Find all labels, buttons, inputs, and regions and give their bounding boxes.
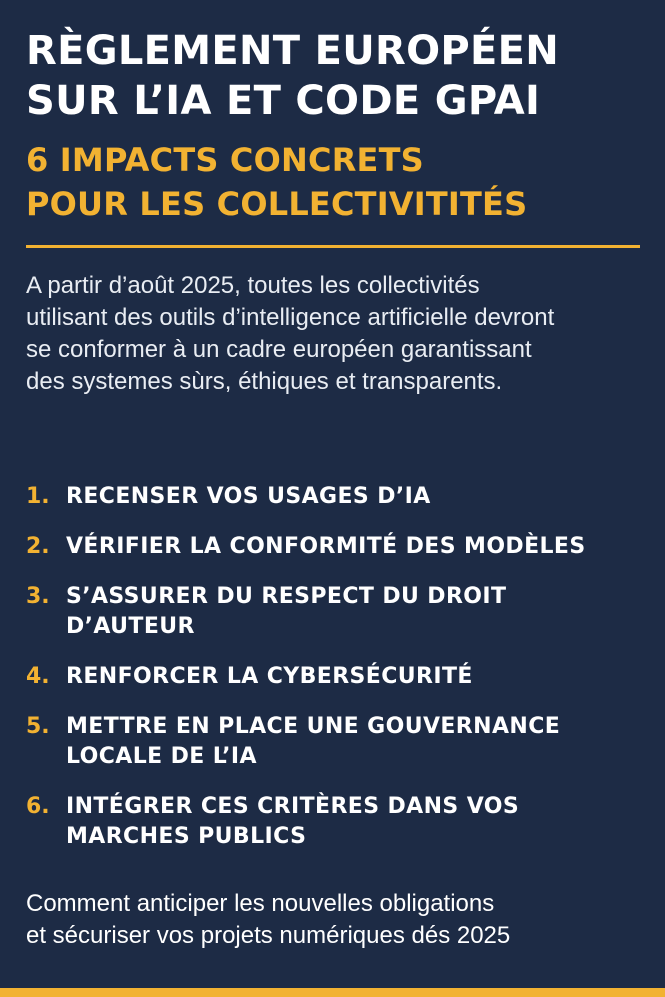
list-item — [26, 712, 641, 772]
footer-line: et sécuriser vos projets numériques dés 2025 — [26, 922, 511, 949]
impacts-list — [26, 482, 641, 872]
impact-label-line: VÉRIFIER LA CONFORMITÉ DES MODÈLES — [66, 534, 586, 559]
list-item — [26, 482, 641, 512]
impact-label-line: INTÉGRER CES CRITÈRES DANS VOS — [66, 794, 520, 819]
impact-number: 6. — [26, 794, 50, 819]
title-line: SUR L’IA ET CODE GPAI — [26, 78, 541, 124]
impact-label-line: METTRE EN PLACE UNE GOUVERNANCE — [66, 714, 561, 739]
impact-number: 5. — [26, 714, 50, 739]
impact-number: 2. — [26, 534, 50, 559]
impact-label-line: MARCHES PUBLICS — [66, 824, 307, 849]
impact-label — [66, 482, 431, 512]
impact-number: 3. — [26, 584, 50, 609]
footer-text — [26, 888, 641, 952]
impact-label — [66, 792, 519, 852]
subtitle-line: 6 IMPACTS CONCRETS — [26, 141, 424, 179]
impact-label — [66, 532, 586, 562]
subtitle-line: POUR LES COLLECTIVITITÉS — [26, 185, 528, 223]
intro-line: des systemes sùrs, éthiques et transparents. — [26, 368, 503, 395]
list-item — [26, 532, 641, 562]
impact-label-line: RENFORCER LA CYBERSÉCURITÉ — [66, 664, 473, 689]
impact-label-line: LOCALE DE L’IA — [66, 744, 257, 769]
impact-label — [66, 662, 473, 692]
page-subtitle — [26, 138, 646, 226]
intro-line: A partir d’août 2025, toutes les collectivités — [26, 272, 480, 299]
impact-label-line: D’AUTEUR — [66, 614, 195, 639]
impact-label-line: S’ASSURER DU RESPECT DU DROIT — [66, 584, 507, 609]
impact-label — [66, 582, 506, 642]
page-title — [26, 26, 646, 126]
bottom-accent-bar — [0, 988, 665, 997]
impact-label — [66, 712, 560, 772]
impact-label-line: RECENSER VOS USAGES D’IA — [66, 484, 431, 509]
intro-line: se conformer à un cadre européen garantissant — [26, 336, 532, 363]
intro-line: utilisant des outils d’intelligence artificielle devront — [26, 304, 555, 331]
title-line: RÈGLEMENT EUROPÉEN — [26, 28, 560, 74]
list-item — [26, 662, 641, 692]
impact-number: 4. — [26, 664, 50, 689]
list-item — [26, 582, 641, 642]
intro-paragraph — [26, 270, 641, 398]
footer-line: Comment anticiper les nouvelles obligations — [26, 890, 495, 917]
list-item — [26, 792, 641, 852]
divider-rule — [26, 245, 640, 248]
impact-number: 1. — [26, 484, 50, 509]
